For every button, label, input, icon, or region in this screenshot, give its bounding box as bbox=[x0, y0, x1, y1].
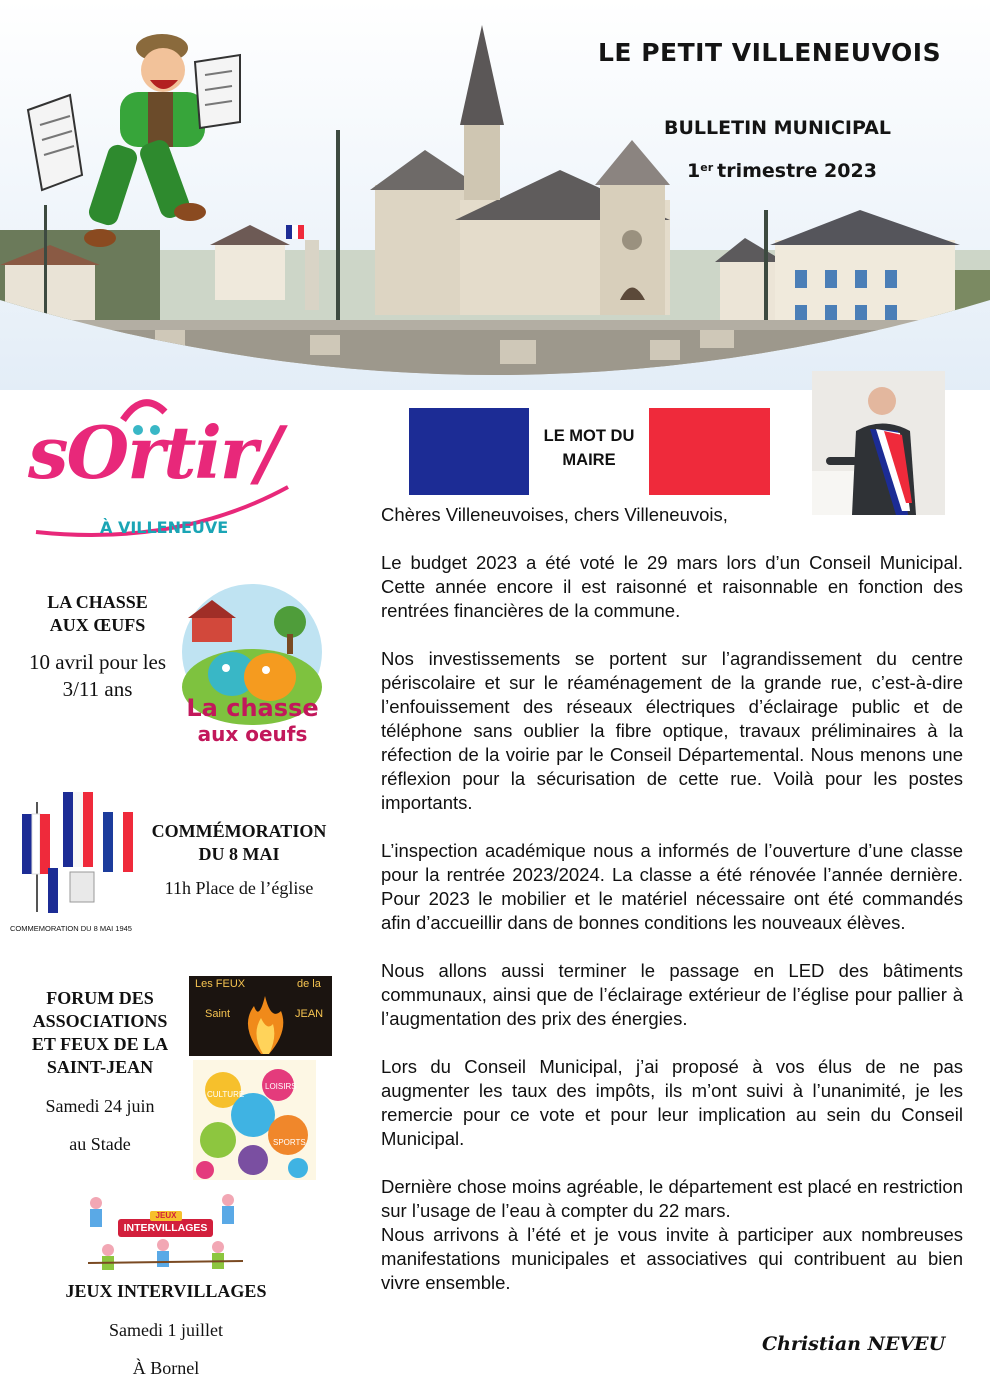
forum-detail-line1: Samedi 24 juin bbox=[45, 1096, 155, 1116]
commemoration-title-line2: DU 8 MAI bbox=[198, 844, 280, 864]
intervillages-banner-top: JEUX bbox=[155, 1211, 177, 1220]
event-commemoration bbox=[140, 820, 338, 899]
chasse-logo-line2: aux oeufs bbox=[197, 722, 308, 746]
intervillages-detail-line1: Samedi 1 juillet bbox=[109, 1320, 223, 1340]
chasse-title-line2: AUX ŒUFS bbox=[49, 615, 146, 635]
mayor-signature: Christian NEVEU bbox=[762, 1333, 946, 1355]
feux-label-4: JEAN bbox=[295, 1008, 324, 1020]
bulletin-subtitle: BULLETIN MUNICIPAL bbox=[664, 117, 891, 139]
letter-paragraph-led: Nous allons aussi terminer le passage en LED des bâtiments communaux, ainsi que de l’éclairage extérieur de l’église pour pallier à l’augmentation des prix des énergies. bbox=[381, 960, 963, 1029]
feux-saint-jean-image bbox=[189, 976, 332, 1056]
bulletin-title: LE PETIT VILLENEUVOIS bbox=[598, 38, 942, 67]
intervillages-detail-line2: À Bornel bbox=[132, 1358, 200, 1378]
event-chasse-aux-oeufs bbox=[15, 591, 180, 703]
flag-red-band bbox=[649, 408, 770, 495]
chasse-detail-line2: 3/11 ans bbox=[62, 677, 133, 701]
intervillages-image bbox=[78, 1185, 253, 1273]
forum-detail-line2: au Stade bbox=[69, 1134, 131, 1154]
bubble-label-loisirs: LOISIRS bbox=[265, 1082, 297, 1091]
sortir-subtitle: À VILLENEUVE bbox=[100, 518, 229, 537]
quarter-number: 1 bbox=[687, 160, 701, 182]
sortir-logo bbox=[28, 392, 313, 542]
forum-title-line3: ET FEUX DE LA bbox=[31, 1034, 169, 1054]
sortir-wordmark: sOrtir/ bbox=[28, 410, 281, 495]
chasse-aux-oeufs-logo bbox=[170, 582, 335, 752]
bubble-label-sports: SPORTS bbox=[273, 1138, 306, 1147]
letter-paragraph-school: L’inspection académique nous a informés de l’ouverture d’une classe pour la rentrée 2023/2024. La classe a été rénovée l’année dernière. Pour 2023 le mobilier et le matériel nécessaire ont été commandés afin d’accueillir dans de bonnes conditions les nouveaux élèves. bbox=[381, 840, 963, 933]
mot-du-maire-title bbox=[529, 424, 649, 472]
mot-title-line1: LE MOT DU bbox=[543, 427, 635, 445]
bulletin-quarter bbox=[687, 160, 877, 182]
newspaper-boy-mascot bbox=[28, 34, 240, 247]
event-forum-saint-jean bbox=[15, 987, 185, 1155]
commemoration-detail: 11h Place de l’église bbox=[164, 878, 314, 898]
quarter-text: trimestre 2023 bbox=[717, 160, 877, 182]
mayor-letter bbox=[381, 503, 963, 1295]
mot-title-line2: MAIRE bbox=[562, 451, 616, 469]
forum-title-line4: SAINT-JEAN bbox=[46, 1057, 154, 1077]
bubble-label-culture: CULTURE bbox=[207, 1090, 245, 1099]
chasse-detail-line1: 10 avril pour les bbox=[28, 650, 167, 674]
commemoration-title-line1: COMMÉMORATION bbox=[151, 821, 327, 841]
commemoration-image-caption: COMMEMORATION DU 8 MAI 1945 bbox=[10, 924, 132, 933]
feux-label-2: de la bbox=[297, 978, 321, 990]
letter-paragraph-taxes: Lors du Conseil Municipal, j’ai proposé à vos élus de ne pas augmenter les taux des impôts, ils m’ont suivi à l’unanimité, je les remercie pour ce vote et pour leur implication au sein du Conseil Municipal. bbox=[381, 1056, 963, 1149]
letter-paragraph-water: Dernière chose moins agréable, le département est placé en restriction sur l’usage de l’eau à compter du 22 mars. bbox=[381, 1176, 963, 1221]
chasse-logo-line1: La chasse bbox=[186, 694, 319, 722]
forum-title-line1: FORUM DES bbox=[46, 988, 154, 1008]
intervillages-banner: INTERVILLAGES bbox=[123, 1222, 208, 1234]
associations-bubbles-image bbox=[193, 1060, 316, 1180]
forum-title-line2: ASSOCIATIONS bbox=[32, 1011, 168, 1031]
mayor-photo bbox=[812, 371, 945, 515]
feux-label-3: Saint bbox=[205, 1008, 231, 1020]
flag-blue-band bbox=[409, 408, 529, 495]
quarter-superscript: er bbox=[700, 161, 714, 174]
header-banner bbox=[0, 0, 990, 390]
letter-paragraph-closing: Nous arrivons à l’été et je vous invite à participer aux nombreuses manifestations municipales et associatives qui contribuent au bien vivre ensemble. bbox=[381, 1224, 963, 1293]
event-jeux-intervillages bbox=[40, 1280, 292, 1379]
intervillages-title: JEUX INTERVILLAGES bbox=[65, 1281, 267, 1301]
letter-paragraph-budget: Le budget 2023 a été voté le 29 mars lors d’un Conseil Municipal. Cette année encore il est raisonné et raisonnable en fonction des rentrées financières de la commune. bbox=[381, 552, 963, 621]
chasse-title-line1: LA CHASSE bbox=[47, 592, 148, 612]
letter-greeting: Chères Villeneuvoises, chers Villeneuvois, bbox=[381, 504, 728, 525]
feux-label-1: Les FEUX bbox=[195, 978, 246, 990]
letter-paragraph-investments: Nos investissements se portent sur l’agrandissement du centre périscolaire et sur le réaménagement de la grande rue, c’est-à-dire l’enfouissement des réseaux électriques d’éclairage public et de téléphone sans oublier la fibre optique, travaux préliminaires à la réfection de la voirie par le Conseil Départemental. Nous menons une réflexion pour la sécurisation de cette rue. Voilà pour les postes importants. bbox=[381, 648, 963, 813]
commemoration-image bbox=[8, 772, 153, 937]
